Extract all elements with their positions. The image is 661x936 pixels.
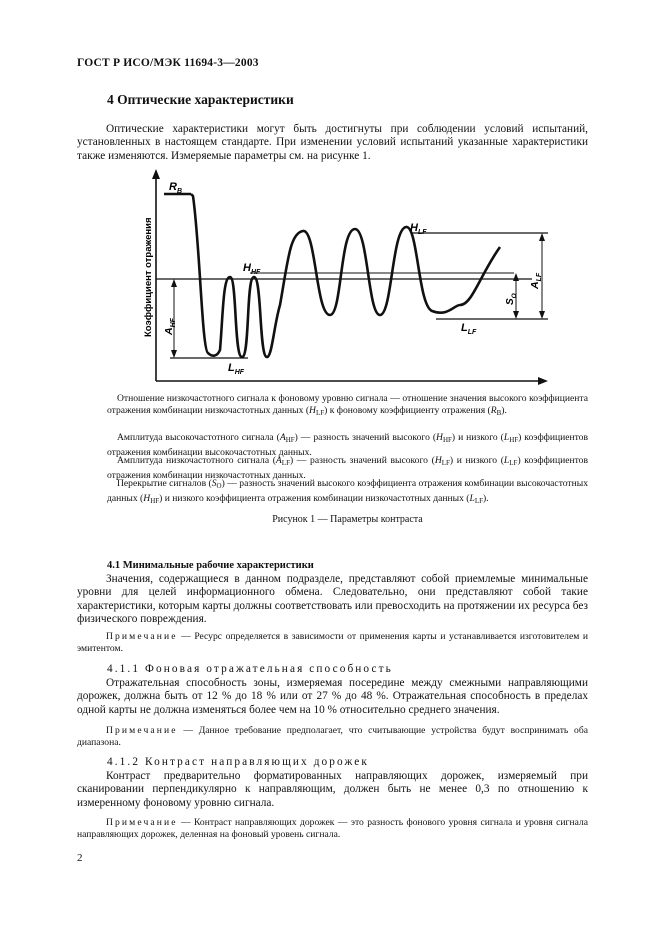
definition-1: Отношение низкочастотного сигнала к фоновому уровню сигнала — отношение значения высокого коэффициента отражения комбинации низкочастотных данных $(H_{LF})$ к фоновому коэффициенту отражения $(R_B)$. <box>107 393 588 417</box>
subsection-4-1-title: 4.1 Минимальные рабочие характеристики <box>107 560 314 571</box>
hhf-label: $H_{HF}$ <box>243 262 261 276</box>
so-arrowhead-top-icon <box>513 273 519 281</box>
subsection-4-1-2-body: Контраст предварительно форматированных направляющих дорожек, измеряемый при сканировании перпендикулярно к направляющим, должен быть не менее 0,3 по отношению к измеренному фоновому уровню сигнала. <box>77 770 588 809</box>
signal-curve <box>191 194 500 357</box>
rb-label: $R_B$ <box>169 181 183 195</box>
ahf-arrowhead-bottom-icon <box>171 350 177 358</box>
x-axis-arrow-icon <box>538 377 548 385</box>
section-title: 4 Оптические характеристики <box>107 92 294 107</box>
y-axis-arrow-icon <box>152 169 160 179</box>
page-number: 2 <box>77 852 83 864</box>
ahf-label: $A_{HF}$ <box>163 318 177 335</box>
ahf-arrowhead-top-icon <box>171 279 177 287</box>
subsection-4-1-2-note: Примечание — Контраст направляющих дорожек — это разность фонового уровня сигнала и уровня сигнала направляющих дорожек, деленная на фоновый уровень сигнала. <box>77 817 588 840</box>
llf-label: $L_{LF}$ <box>461 322 477 336</box>
alf-arrowhead-bottom-icon <box>539 311 545 319</box>
subsection-4-1-1-note: Примечание — Данное требование предполагает, что считывающие устройства будут воспринимать оба диапазона. <box>77 725 588 748</box>
subsection-4-1-2-title: 4.1.2 Контраст направляющих дорожек <box>107 756 369 768</box>
intro-paragraph: Оптические характеристики могут быть достигнуты при соблюдении условий испытаний, установленных в настоящем стандарте. При изменении условий испытаний указанные характеристики также изменяются. Измеряемые параметры см. на рисунке 1. <box>77 123 588 162</box>
subsection-4-1-body: Значения, содержащиеся в данном подразделе, представляют собой приемлемые минимальные уровни для целей информационного обмена. Следовательно, они представляют собой такие характеристики, которым карты должны соответствовать или превосходить на протяжении их ресурса без физического повреждения. <box>77 573 588 626</box>
subsection-4-1-1-title: 4.1.1 Фоновая отражательная способность <box>107 663 393 675</box>
contrast-figure <box>130 165 556 391</box>
subsection-4-1-note: Примечание — Ресурс определяется в зависимости от применения карты и устанавливается изготовителем и эмитентом. <box>77 631 588 654</box>
definition-3: Амплитуда низкочастотного сигнала $(A_{LF})$ — разность значений высокого $(H_{LF})$ и низкого $(L_{LF})$ коэффициентов отражения комбинации низкочастотных данных. <box>107 455 588 481</box>
so-arrowhead-bottom-icon <box>513 311 519 319</box>
document-header: ГОСТ Р ИСО/МЭК 11694-3—2003 <box>77 57 259 69</box>
hlf-label: $H_{LF}$ <box>410 222 427 236</box>
alf-label: $A_{LF}$ <box>529 272 543 289</box>
definition-2: Амплитуда высокочастотного сигнала $(A_{HF})$ — разность значений высокого $(H_{HF})$ и низкого $(L_{HF})$ коэффициентов отражения комбинации высокочастотных данных. <box>107 432 589 458</box>
so-label: $S_O$ <box>505 293 518 305</box>
alf-arrowhead-top-icon <box>539 233 545 241</box>
lhf-label: $L_{HF}$ <box>228 362 245 376</box>
subsection-4-1-1-body: Отражательная способность зоны, измеряемая посередине между смежными направляющими дорожек, должна быть от 12 % до 18 % или от 27 % до 48 %. Отражательная способность в пределах одной карты не должна изменяться более чем на 10 % относительно среднего значения. <box>77 677 588 716</box>
figure-caption: Рисунок 1 — Параметры контраста <box>272 514 423 525</box>
y-axis-label: Коэффициент отражения <box>143 217 154 337</box>
definition-4: Перекрытие сигналов $(S_O)$ — разность значений высокого коэффициента отражения комбинации высокочастотных данных $(H_{HF})$ и низкого коэффициента отражения комбинации низкочастотных данных $(L_{LF})$. <box>107 478 588 505</box>
